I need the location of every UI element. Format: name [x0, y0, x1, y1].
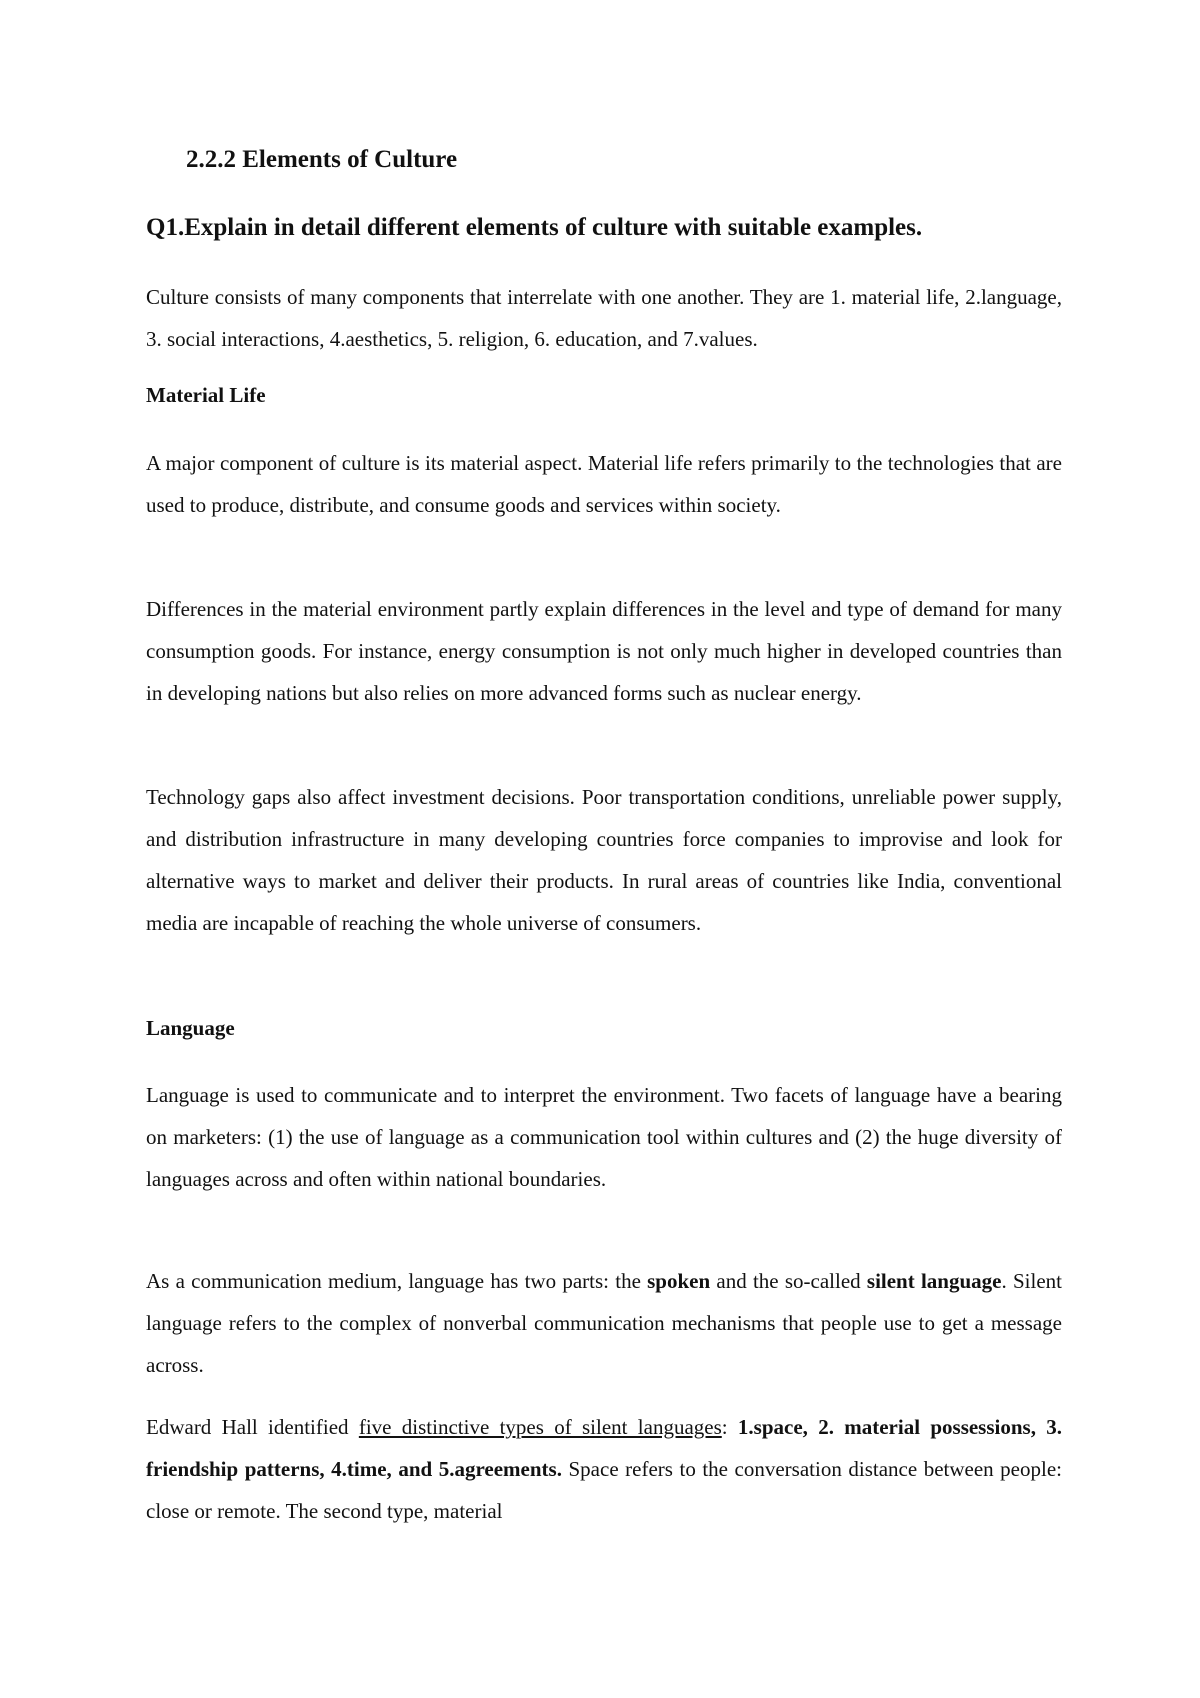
- material-life-paragraph-1: A major component of culture is its material aspect. Material life refers primarily to the technologies that are used to produce, distribute, and consume goods and services within society.: [146, 451, 1062, 517]
- section-heading: 2.2.2 Elements of Culture: [186, 146, 458, 173]
- language-p3-text-a: Edward Hall identified: [146, 1415, 359, 1439]
- language-heading: Language: [146, 1016, 235, 1040]
- silent-language-term: silent language: [866, 1269, 1002, 1293]
- material-life-heading: Material Life: [146, 383, 266, 407]
- language-p2-text-c: and the so-called: [710, 1269, 867, 1293]
- language-p2-text-e: . Silent language refers to the complex of nonverbal communication mechanisms that people use to get a message across.: [146, 1269, 1062, 1377]
- silent-language-types-phrase: five distinctive types of silent languages: [358, 1415, 722, 1439]
- language-p3-text-c: :: [721, 1415, 738, 1439]
- material-life-paragraph-3: Technology gaps also affect investment decisions. Poor transportation conditions, unreliable power supply, and distribution infrastructure in many developing countries force companies to improvise and look for alternative ways to market and deliver their products. In rural areas of countries like India, conventional media are incapable of reaching the whole universe of consumers.: [146, 785, 1062, 935]
- language-paragraph-2: [146, 1260, 1062, 1386]
- language-p3-text-e: Space refers to the conversation distance between people: close or remote. The second type, material: [146, 1457, 1062, 1523]
- question-heading: Q1.Explain in detail different elements of culture with suitable examples.: [146, 214, 923, 241]
- material-life-paragraph-2: Differences in the material environment partly explain differences in the level and type of demand for many consumption goods. For instance, energy consumption is not only much higher in developed countries than in developing nations but also relies on more advanced forms such as nuclear energy.: [146, 597, 1062, 705]
- silent-language-types-list: 1.space, 2. material possessions, 3. friendship patterns, 4.time, and 5.agreements.: [146, 1415, 1063, 1481]
- language-paragraph-1: Language is used to communicate and to interpret the environment. Two facets of language have a bearing on marketers: (1) the use of language as a communication tool within cultures and (2) the huge diversity of languages across and often within national boundaries.: [146, 1083, 1062, 1191]
- language-paragraph-3: [146, 1406, 1062, 1532]
- language-p2-text-a: As a communication medium, language has two parts: the: [146, 1269, 648, 1293]
- intro-paragraph: Culture consists of many components that interrelate with one another. They are 1. material life, 2.language, 3. social interactions, 4.aesthetics, 5. religion, 6. education, and 7.values.: [146, 285, 1062, 351]
- spoken-term: spoken: [647, 1269, 711, 1293]
